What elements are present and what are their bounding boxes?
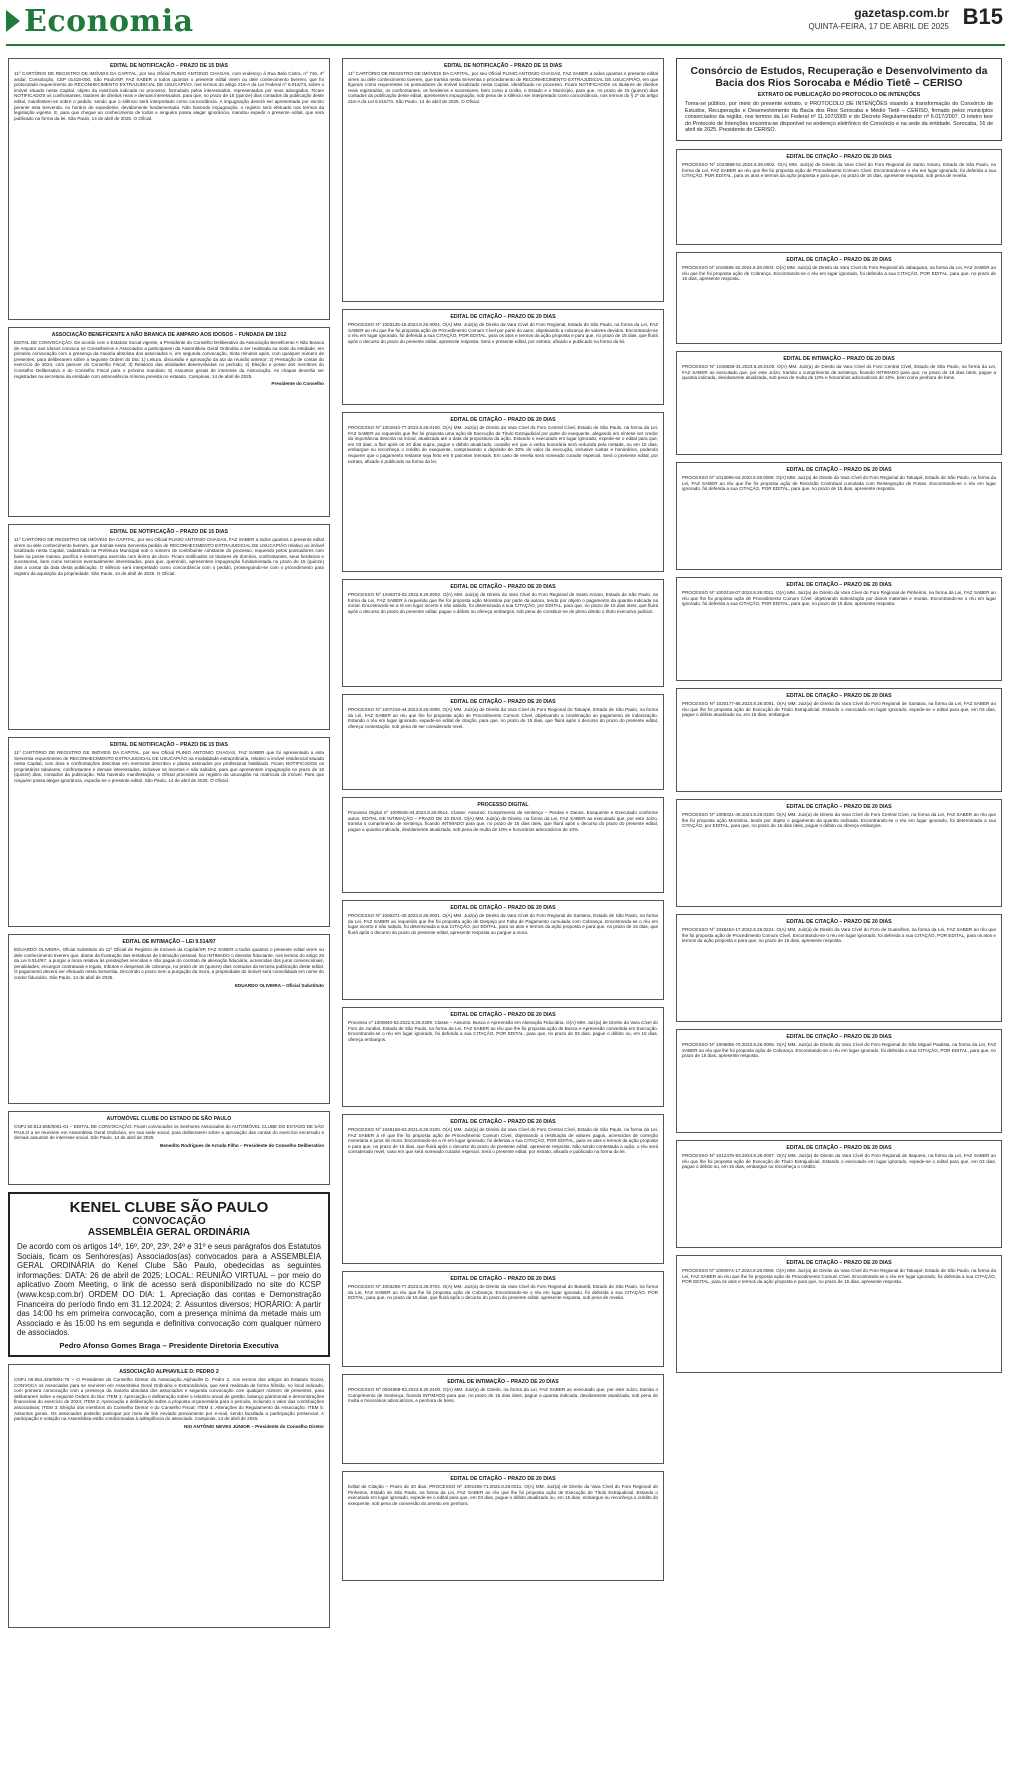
notice-title: EDITAL DE CITAÇÃO – PRAZO DE 20 DIAS	[450, 314, 556, 320]
notice-title: ASSOCIAÇÃO BENEFICENTE A NÃO BRANCA DE AMPARO AOS IDOSOS – FUNDADA EM 1912	[51, 332, 287, 338]
legal-notice	[342, 1374, 664, 1464]
legal-notice	[676, 351, 1002, 455]
notice-body: 11º CARTÓRIO DE REGISTRO DE IMÓVEIS DA CAPITAL, por seu Oficial PLINIO ANTONIO CHAGAS, FAZ SABER que foi apresentado a esta Serventia requerimento de RECONHECIMENTO EXTRAJUDICIAL DE USUCAPIÃO na modalidade extraordinária, relativo a imóvel residencial situado nesta Capital, com área e confrontações descritas em memorial descritivo e planta assinados por profissional habilitado. Ficam NOTIFICADOS os proprietários tabulares, confrontantes e demais interessados, inclusive os incertos e não sabidos, para que apresentem impugnação no prazo de 15 (quinze) dias, contados da publicação. Não havendo manifestação, o Oficial procederá ao registro da usucapião na matrícula do imóvel. Para que ninguém possa alegar ignorância, expediu-se o presente edital. São Paulo, 14 de abril de 2025. O Oficial.	[14, 750, 324, 783]
notice-title: EDITAL DE CITAÇÃO – PRAZO DE 20 DIAS	[786, 256, 892, 263]
consorcio-body: Torna-se público, por meio do presente extrato, o PROTOCOLO DE INTENÇÕES visando a transformação do Consórcio de Estudos, Recuperação e Desenvolvimento da Bacia dos Rios Sorocaba e Médio Tietê – CERISO, firmado pelos municípios consorciados da região, nos termos da Lei Federal nº 11.107/2005 e do Decreto Regulamentador nº 6.017/2007. O inteiro teor do Protocolo de Intenções encontra-se disponível no endereço eletrônico do Consórcio e na sede da entidade. Sorocaba, 16 de abril de 2025. Presidente do CERISO.	[685, 101, 993, 134]
notice-body: Edital de Citação – Prazo de 20 dias. PROCESSO Nº 1001455-71.2022.8.26.0011. O(A) MM. Juiz(a) de Direito da Vara Cível do Foro Regional de Pinheiros, Estado de São Paulo, na forma da Lei, FAZ SABER ao réu que lhe foi proposta ação de Execução de Título Extrajudicial. Estando o executado em lugar ignorado, expede-se o edital para que, em 03 dias, pague o débito atualizado ou, em 15 dias, embargue ou reconheça o crédito do exequente, sob pena de conversão do arresto em penhora.	[348, 1484, 658, 1506]
notice-body: PROCESSO Nº 1000974-17.2024.8.26.0008. O(A) MM. Juiz(a) de Direito da Vara Cível do Foro Regional do Tatuapé, Estado de São Paulo, na forma da Lei, FAZ SABER ao réu que lhe foi proposta ação de Procedimento Comum Cível. Encontrando-se o réu em lugar ignorado, foi deferida a sua CITAÇÃO, POR EDITAL, para os atos e termos da ação proposta e para que, no prazo de 15 dias, apresente resposta.	[682, 1267, 996, 1285]
notice-body: 11º CARTÓRIO DE REGISTRO DE IMÓVEIS DA CAPITAL, por seu Oficial PLINIO ANTONIO CHAGAS, com endereço à Rua Bela Cintra, nº 746, 4º andar, Consolação, CEP 01415-000, São Paulo/SP, FAZ SABER a todos quantos o presente edital virem ou dele conhecimento tiverem, que foi protocolado requerimento de RECONHECIMENTO EXTRAJUDICIAL DE USUCAPIÃO, nos termos do artigo 216-A da Lei Federal nº 6.015/73, sobre o imóvel situado nesta Capital, objeto da matrícula indicada no processo, formulado pelos interessados, representados por seus advogados. Ficam NOTIFICADOS os confrontantes, titulares de direitos reais e demais interessados, para que, no prazo de 15 (quinze) dias contados da publicação deste edital, manifestem-se sobre o pedido, sendo que o silêncio será interpretado como concordância. A impugnação deverá ser apresentada por escrito perante esta Serventia, no horário de expediente, devidamente fundamentada. Não havendo impugnação, o registro será efetuado nos termos da legislação vigente. E, para que chegue ao conhecimento de todos e ninguém possa alegar ignorância, mandou expedir o presente edital, que será publicado na forma da lei. São Paulo, 14 de abril de 2025. O Oficial.	[14, 71, 324, 121]
consorcio-title: Consórcio de Estudos, Recuperação e Desenvolvimento da Bacia dos Rios Sorocaba e Médio Tietê – CERISO	[690, 65, 988, 89]
legal-notice	[342, 412, 664, 572]
notice-body: PROCESSO Nº 1003125-18.2024.8.26.0004. O(A) MM. Juiz(a) de Direito da Vara Cível do Foro Regional, Estado de São Paulo, na forma da Lei, FAZ SABER ao réu que lhe foi proposta ação de Procedimento Comum Cível por parte do autor, objetivando a cobrança de valores devidos. Encontrando-se o réu em lugar ignorado, foi deferida a sua CITAÇÃO, POR EDITAL, para os atos e termos da ação proposta e para que, no prazo de 15 dias, que fluirá após o decurso do prazo do presente edital, apresente resposta. Será o presente edital, por extrato, afixado e publicado na forma da lei.	[348, 322, 658, 344]
site-url[interactable]: gazetasp.com.br	[854, 6, 949, 20]
alphaville-body: CNPJ 09.554.425/0001-75 – O Presidente do Conselho Diretor da Associação Alphaville D. Pedro 2, nos termos dos artigos do Estatuto Social, CONVOCA os Associados para se reunirem em Assembleia Geral Ordinária e Extraordinária, que será realizada de forma híbrida, no local indicado, com primeira convocação com a presença da maioria absoluta dos associados e segunda convocação com qualquer número de presentes, para deliberarem sobre a seguinte Ordem do Dia: ITEM 1: Apreciação e deliberação sobre o relatório anual de gestão, balanço patrimonial e demonstrações financeiras do exercício de 2024; ITEM 2: Apreciação e deliberação sobre a proposta orçamentária para o período, incluindo o valor das contribuições associativas; ITEM 3: Eleição dos membros do Conselho Diretor e do Conselho Fiscal; ITEM 4: Alterações do Regulamento da Associação; ITEM 5: Assuntos gerais. Os associados poderão participar por meio de link enviado previamente por e-mail, sendo facultada a participação presencial. A participação e votação na Assembleia estão condicionadas à adimplência do associado. Campinas, 14 de abril de 2025.	[14, 1376, 324, 1422]
notice-body: PROCESSO Nº 1003268-77.2023.8.26.0704. O(A) MM. Juiz(a) de Direito da Vara Cível do Foro Regional do Butantã, Estado de São Paulo, na forma da Lei, FAZ SABER ao réu que lhe foi proposta ação de Cobrança. Encontrando-se o réu em lugar ignorado, foi deferida a sua CITAÇÃO, POR EDITAL, para que, no prazo de 15 dias, que fluirá após o decurso do prazo do presente edital, apresente resposta, sob pena de revelia.	[348, 1284, 658, 1301]
notice-title: EDITAL DE CITAÇÃO – PRAZO DE 20 DIAS	[450, 699, 556, 705]
notice-title: EDITAL DE CITAÇÃO – PRAZO DE 20 DIAS	[450, 1119, 556, 1125]
legal-notice	[676, 799, 1002, 907]
section-title: Economia	[24, 4, 194, 39]
legal-notice	[342, 797, 664, 893]
notice-title: EDITAL DE CITAÇÃO – PRAZO DE 20 DIAS	[450, 417, 556, 423]
notice-title: EDITAL DE CITAÇÃO – PRAZO DE 20 DIAS	[786, 1144, 892, 1151]
consorcio-notice	[676, 58, 1002, 141]
legal-notice	[676, 1255, 1002, 1373]
legal-notice	[676, 252, 1002, 344]
publication-date: QUINTA-FEIRA, 17 DE ABRIL DE 2025	[808, 22, 949, 31]
column-right	[676, 58, 1002, 1380]
legal-notice	[676, 1140, 1002, 1248]
legal-notice	[8, 1111, 330, 1185]
kenel-subtitle: CONVOCAÇÃO	[132, 1216, 206, 1227]
notice-body: PROCESSO Nº 1038454-17.2022.8.26.0224. O(A) MM. Juiz(a) de Direito da Vara Cível do Foro de Guarulhos, na forma da Lei, FAZ SABER ao réu que lhe foi proposta ação de Procedimento Comum Cível. Encontrando-se o réu em lugar ignorado, foi deferida a sua CITAÇÃO, POR EDITAL, para os atos e termos da ação proposta e para que, no prazo de 15 dias, apresente resposta.	[682, 926, 996, 944]
column-middle	[342, 58, 664, 1588]
legal-notice	[342, 579, 664, 687]
alphaville-signature: NIO ANTÔNIO NEVES JÚNIOR – Presidente do Conselho Diretor	[184, 1423, 324, 1429]
section-chevron-icon	[6, 10, 20, 32]
notice-signature: Benedito Rodrigues de Arruda Filho – Presidente do Conselho Deliberativo	[160, 1142, 324, 1148]
notice-title: EDITAL DE CITAÇÃO – PRAZO DE 20 DIAS	[786, 918, 892, 925]
notice-title: EDITAL DE NOTIFICAÇÃO – PRAZO DE 15 DIAS	[444, 63, 562, 69]
notice-title: EDITAL DE CITAÇÃO – PRAZO DE 20 DIAS	[786, 153, 892, 160]
legal-notice	[8, 737, 330, 927]
notice-body: PROCESSO Nº 1008855-70.2023.8.26.0005. O(A) MM. Juiz(a) de Direito da Vara Cível do Foro Regional de São Miguel Paulista, na forma da Lei, FAZ SABER ao réu que lhe foi proposta ação de Cobrança. Encontrando-se o réu em lugar ignorado, foi deferida a sua CITAÇÃO, POR EDITAL, para que, no prazo de 15 dias, apresente resposta.	[682, 1041, 996, 1059]
notice-body: 11º CARTÓRIO DE REGISTRO DE IMÓVEIS DA CAPITAL, por seu Oficial PLINIO ANTONIO CHAGAS, FAZ SABER a todos quantos o presente edital virem ou dele conhecimento tiverem, que tramita nesta Serventia o procedimento de RECONHECIMENTO EXTRAJUDICIAL DE USUCAPIÃO, em que figuram como requerentes os possuidores do imóvel localizado nesta Capital, identificado no processo. Ficam NOTIFICADOS os titulares de direitos reais registrados, os confrontantes, os herdeiros e sucessores, bem como a União, o Estado e o Município, para que, no prazo de 15 (quinze) dias contados da publicação deste edital, apresentem impugnação, sob pena de o silêncio ser interpretado como concordância, nos termos do § 2º do artigo 216-A da Lei 6.015/73. São Paulo, 14 de abril de 2025. O Oficial.	[348, 71, 658, 104]
notice-body: Processo nº 1000840-53.2022.8.26.0309. Classe – Assunto: Busca e Apreensão em Alienação Fiduciária. O(A) MM. Juiz(a) de Direito da Vara Cível do Foro de Jundiaí, Estado de São Paulo, na forma da Lei, FAZ SABER ao réu que lhe foi proposta ação de Busca e Apreensão convertida em Execução. Encontrando-se o réu em lugar ignorado, foi deferida a sua CITAÇÃO, POR EDITAL, para que, no prazo de 03 dias, pague o débito ou, em 15 dias, ofereça embargos.	[348, 1020, 658, 1042]
legal-notice	[676, 688, 1002, 792]
notice-title: EDITAL DE NOTIFICAÇÃO – PRAZO DE 15 DIAS	[110, 63, 228, 69]
notice-body: PROCESSO Nº 1013095-64.2023.8.26.0008. O(A) MM. Juiz(a) de Direito da Vara Cível do Foro Regional do Tatuapé, Estado de São Paulo, na forma da Lei, FAZ SABER ao réu que lhe foi proposta ação de Rescisão Contratual cumulada com Reintegração de Posse. Encontrando-se o réu em lugar ignorado, foi deferida a sua CITAÇÃO, POR EDITAL, para que, no prazo de 15 dias, apresente resposta.	[682, 474, 996, 492]
kenel-signature: Pedro Afonso Gomes Braga – Presidente Diretoria Executiva	[59, 1340, 279, 1350]
legal-notice	[342, 1007, 664, 1107]
legal-notice	[676, 462, 1002, 570]
legal-notice	[342, 1114, 664, 1264]
legal-notice	[676, 149, 1002, 245]
consorcio-subtitle: EXTRATO DE PUBLICAÇÃO DO PROTOCOLO DE INTENÇÕES	[757, 92, 921, 98]
notice-signature: Presidente do Conselho	[271, 381, 324, 387]
notice-title: EDITAL DE CITAÇÃO – PRAZO DE 20 DIAS	[450, 1476, 556, 1482]
notice-body: PROCESSO Nº 1001843-77.2023.8.26.0100. O(A) MM. Juiz(a) de Direito da Vara Cível do Foro Central Cível, Estado de São Paulo, na forma da Lei, FAZ SABER ao requerido que lhe foi proposta uma ação de Execução de Título Extrajudicial por parte do exequente, alegando em síntese ser credor da importância descrita na inicial, atualizada até a data da propositura da ação. Estando o executado em lugar ignorado, expede-se o edital para que, em 03 dias, a fluir após os 20 dias supra, pague o débito atualizado, ocasião em que a verba honorária será reduzida pela metade, ou em 15 dias, embargue ou reconheça o crédito do exequente, comprovando o depósito de 30% do valor da execução, inclusive custas e honorários, podendo requerer que o pagamento restante seja feito em 6 parcelas mensais. Em caso de revelia será nomeado curador especial. Será o presente edital, por extrato, afixado e publicado na forma da lei.	[348, 425, 658, 464]
notice-body: PROCESSO Nº 1005371-40.2023.8.26.0001. O(A) MM. Juiz(a) de Direito da Vara Cível do Foro Regional de Santana, Estado de São Paulo, na forma da Lei, FAZ SABER ao requerido que lhe foi proposta ação de Despejo por Falta de Pagamento cumulada com Cobrança. Encontrando-se o réu em lugar incerto e não sabido, foi determinada a sua CITAÇÃO, por EDITAL, para os atos e termos da ação proposta e para que, no prazo de 15 dias, que fluirá após o decurso do prazo do presente edital, apresente resposta ou purgue a mora.	[348, 913, 658, 935]
masthead	[0, 0, 1011, 46]
notice-title: EDITAL DE CITAÇÃO – PRAZO DE 20 DIAS	[786, 1259, 892, 1266]
notice-body: 11º CARTÓRIO DE REGISTRO DE IMÓVEIS DA CAPITAL, por seu Oficial PLINIO ANTONIO CHAGAS, FAZ SABER a todos quantos o presente edital virem ou dele conhecimento tiverem, que tramita nesta Serventia pedido de RECONHECIMENTO EXTRAJUDICIAL DE USUCAPIÃO relativo ao imóvel localizado nesta Capital, cadastrado na Prefeitura Municipal sob o número de contribuinte constante do processo, requerido pelos possuidores com base na posse mansa, pacífica e ininterrupta exercida com ânimo de dono. Ficam notificados os titulares de domínio, confrontantes, seus herdeiros e sucessores, bem como terceiros eventualmente interessados, para que, querendo, apresentem impugnação fundamentada no prazo de 15 (quinze) dias a contar da data desta publicação. O silêncio será interpretado como concordância com o pedido, prosseguindo-se com o procedimento para registro da aquisição da propriedade. São Paulo, 14 de abril de 2025. O Oficial.	[14, 537, 324, 576]
notice-body: PROCESSO Nº 1016585-32.2024.8.26.0003. O(A) MM. Juiz(a) de Direito da Vara Cível do Foro Regional do Jabaquara, na forma da Lei, FAZ SABER ao réu que lhe foi proposta ação de Cobrança. Encontrando-se o réu em lugar ignorado, foi deferida a sua CITAÇÃO, POR EDITAL, para que, no prazo de 15 dias, apresente resposta.	[682, 264, 996, 282]
notice-title: EDITAL DE CITAÇÃO – PRAZO DE 20 DIAS	[450, 905, 556, 911]
notice-title: EDITAL DE NOTIFICAÇÃO – PRAZO DE 15 DIAS	[110, 742, 228, 748]
alphaville-title: ASSOCIAÇÃO ALPHAVILLE D. PEDRO 2	[119, 1368, 219, 1375]
page-number: B15	[962, 4, 1003, 29]
legal-notice	[8, 327, 330, 517]
notice-body: CNPJ 60.513.655/0001-01 – EDITAL DE CONVOCAÇÃO. Ficam convocados os Senhores Associados do AUTOMÓVEL CLUBE DO ESTADO DE SÃO PAULO a se reunirem em Assembleia Geral Ordinária, em sua sede social, para deliberarem sobre a aprovação das contas do exercício encerrado e demais assuntos de interesse social. São Paulo, 14 de abril de 2025.	[14, 1124, 324, 1141]
header-rule	[6, 44, 1005, 46]
notice-body: PROCESSO Nº 1002418-07.2024.8.26.0011. O(A) MM. Juiz(a) de Direito da Vara Cível do Foro Regional de Pinheiros, na forma da Lei, FAZ SABER ao réu que lhe foi proposta ação de Procedimento Comum Cível, objetivando indenização por danos materiais e morais. Encontrando-se o réu em lugar ignorado, foi deferida a sua CITAÇÃO, POR EDITAL, para que, no prazo de 15 dias, apresente resposta.	[682, 589, 996, 607]
notice-body: PROCESSO Nº 1046838-31.2023.8.26.0100. O(A) MM. Juiz(a) de Direito da Vara Cível do Foro Central Cível, Estado de São Paulo, na forma da Lei, FAZ SABER ao executado que, por este Juízo, tramita o cumprimento de sentença, ficando INTIMADO para que, no prazo de 15 dias úteis, pague a quantia indicada, devidamente atualizada, sob pena de multa de 10% e honorários advocatícios de 10%, bem como penhora de bens.	[682, 363, 996, 381]
kenel-body: De acordo com os artigos 14º, 16º, 20º, 23º, 24º e 31º e seus parágrafos dos Estatutos Sociais, ficam os Senhores(as) Associados(as) convocados para a ASSEMBLÉIA GERAL ORDINÁRIA do Kenel Clube São Paulo, obedecidas as seguintes informações: DATA: 26 de abril de 2025; LOCAL: REUNIÃO VIRTUAL – por meio do aplicativo Zoom Meeting, o link de acesso será disponibilizado no site do KCSP (www.kcsp.com.br) ORDEM DO DIA: 1. Apreciação das contas e Demonstração Financeira do período findo em 31.12.2024; 2. Assuntos diversos; HORÁRIO: A partir das 14:00 hs em primeira convocação, com a presença mínima da metade mais um Associado e às 15:00 hs em segunda e definitiva convocação com qualquer número de associados.	[17, 1242, 321, 1338]
notice-title: EDITAL DE NOTIFICAÇÃO – PRAZO DE 15 DIAS	[110, 529, 228, 535]
notice-title: AUTOMÓVEL CLUBE DO ESTADO DE SÃO PAULO	[106, 1116, 232, 1122]
notice-body: PROCESSO Nº 1007218-44.2023.8.26.0008. O(A) MM. Juiz(a) de Direito da Vara Cível do Foro Regional do Tatuapé, Estado de São Paulo, na forma da Lei, FAZ SABER ao réu que lhe foi proposta ação de Procedimento Comum Cível, objetivando a condenação ao pagamento de indenização. Estando o réu em lugar ignorado, expede-se edital de citação, para que, no prazo de 15 dias, que fluirá após o decurso do prazo do presente edital, ofereça contestação, sob pena de ser considerado revel.	[348, 707, 658, 729]
legal-notice	[342, 309, 664, 405]
notice-body: PROCESSO Nº 1020177-85.2023.8.26.0001. O(A) MM. Juiz(a) de Direito da Vara Cível do Foro Regional de Santana, na forma da Lei, FAZ SABER ao réu que lhe foi proposta ação de Execução de Título Extrajudicial. Estando o executado em lugar ignorado, expede-se o edital para que, em 03 dias, pague o débito atualizado ou, em 15 dias, embargue.	[682, 700, 996, 718]
notice-title: EDITAL DE INTIMAÇÃO – PRAZO DE 20 DIAS	[447, 1379, 559, 1385]
notice-title: PROCESSO DIGITAL	[477, 802, 529, 808]
notice-body: EDUARDO OLIVEIRA, Oficial Substituto do 11º Oficial de Registro de Imóveis da Capital/SP, FAZ SABER a todos quantos o presente edital virem ou dele conhecimento tiverem que, diante da frustração das tentativas de intimação pessoal, fica INTIMADO o devedor fiduciante, nos termos do artigo 26 da Lei 9.514/97, a purgar a mora relativa às prestações vencidas e não pagas do contrato de alienação fiduciária, acrescidas dos juros convencionais, penalidades, encargos contratuais e legais, tributos e despesas de cobrança, no prazo de 15 (quinze) dias contados da terceira publicação deste edital. O pagamento deverá ser efetuado nesta Serventia. Decorrido o prazo sem a purgação da mora, a propriedade do imóvel será consolidada em nome do credor fiduciário. São Paulo, 14 de abril de 2025.	[14, 947, 324, 980]
legal-notice	[342, 58, 664, 302]
column-left	[8, 58, 330, 1635]
notice-title: EDITAL DE CITAÇÃO – PRAZO DE 20 DIAS	[786, 803, 892, 810]
kenel-clube-notice	[8, 1192, 330, 1357]
notice-title: EDITAL DE CITAÇÃO – PRAZO DE 20 DIAS	[786, 466, 892, 473]
kenel-title: KENEL CLUBE SÃO PAULO	[69, 1199, 269, 1216]
notice-body: PROCESSO Nº 1023898-51.2024.8.26.0002. O(A) MM. Juiz(a) de Direito da Vara Cível do Foro Regional de Santo Amaro, Estado de São Paulo, na forma da Lei, FAZ SABER ao réu que lhe foi proposta ação de Procedimento Comum Cível. Encontrando-se o réu em lugar ignorado, foi deferida a sua CITAÇÃO, POR EDITAL, para os atos e termos da ação proposta e para que, no prazo de 15 dias, apresente resposta, sob pena de revelia.	[682, 161, 996, 179]
legal-notice	[8, 58, 330, 320]
legal-notice	[8, 524, 330, 730]
notice-title: EDITAL DE CITAÇÃO – PRAZO DE 20 DIAS	[450, 1012, 556, 1018]
notice-title: EDITAL DE INTIMAÇÃO – LEI 9.514/97	[122, 939, 216, 945]
notice-title: EDITAL DE CITAÇÃO – PRAZO DE 20 DIAS	[786, 581, 892, 588]
kenel-subtitle2: ASSEMBLÉIA GERAL ORDINÁRIA	[87, 1227, 251, 1238]
legal-notice	[342, 900, 664, 1000]
legal-notice	[342, 694, 664, 790]
notice-title: EDITAL DE CITAÇÃO – PRAZO DE 20 DIAS	[450, 1276, 556, 1282]
notice-body: EDITAL DE CONVOCAÇÃO. De acordo com o Estatuto Social vigente, a Presidente do Conselho Deliberativo da Associação Beneficente A Não Branca de Amparo aos Idosos convoca os Conselheiros e Associados a participarem da Assembleia Geral Ordinária a ser realizada na sede da entidade, em primeira convocação com a presença da maioria absoluta dos associados e, em segunda convocação, trinta minutos após, com qualquer número de presentes, para deliberarem sobre a seguinte Ordem do Dia: 1) Leitura, discussão e aprovação da ata da reunião anterior; 2) Prestação de contas do exercício de 2024, com parecer do Conselho Fiscal; 3) Relatório das atividades desenvolvidas no período; 4) Eleição e posse dos membros do Conselho Deliberativo e do Conselho Fiscal para o próximo mandato; 5) Assuntos gerais de interesse da Associação. As chapas deverão ser registradas na secretaria da entidade com antecedência mínima prevista no estatuto. Campinas, 14 de abril de 2025.	[14, 340, 324, 379]
notice-body: PROCESSO Nº 0004889-82.2023.8.26.0100. O(A) MM. Juiz(a) de Direito, na forma da Lei, FAZ SABER ao executado que, por este Juízo, tramita o Cumprimento de Sentença, ficando INTIMADO para que, no prazo de 15 dias úteis, pague a quantia indicada, devidamente atualizada, sob pena de multa e honorários advocatícios, e penhora de bens.	[348, 1387, 658, 1404]
legal-notice	[342, 1471, 664, 1581]
legal-notice	[342, 1271, 664, 1367]
alphaville-notice	[8, 1364, 330, 1628]
notice-title: EDITAL DE CITAÇÃO – PRAZO DE 20 DIAS	[786, 692, 892, 699]
legal-notice	[676, 577, 1002, 681]
notice-body: PROCESSO Nº 1049373-02.2022.8.26.0002. O(A) MM. Juiz(a) de Direito da Vara Cível do Foro Regional de Santo Amaro, Estado de São Paulo, na forma da Lei, FAZ SABER à requerida que lhe foi proposta ação Monitória por parte da autora, tendo por objeto o pagamento da quantia indicada na inicial. Encontrando-se a ré em lugar incerto e não sabido, foi determinada a sua CITAÇÃO, por EDITAL, para que, no prazo de 15 dias úteis, que fluirá após o decurso do prazo do presente edital, pague o débito ou ofereça embargos, sob pena de constituir-se de pleno direito o título executivo judicial.	[348, 592, 658, 614]
notice-body: Processo Digital nº 1000845-44.2024.8.26.0514. Classe: Assunto: Cumprimento de sentença – Perdas e Danos. Exequente e Executado conforme autos. EDITAL DE INTIMAÇÃO – PRAZO DE 20 DIAS. O(A) MM. Juiz(a) de Direito, na forma da Lei, FAZ SABER ao executado que, por este Juízo, tramita o cumprimento de sentença, ficando INTIMADO para que, no prazo de 15 dias úteis, que fluirá após o decurso do prazo do presente edital, pague a quantia indicada, devidamente atualizada, sob pena de multa de 10% e honorários advocatícios de 10%.	[348, 810, 658, 832]
notice-signature: EDUARDO OLIVEIRA – Oficial Substituto	[234, 982, 324, 988]
legal-notice	[8, 934, 330, 1104]
notice-body: PROCESSO Nº 1049158-63.2021.8.26.0100. O(A) MM. Juiz(a) de Direito da Vara Cível do Foro Central Cível, Estado de São Paulo, na forma da Lei, FAZ SABER à ré que lhe foi proposta ação de Procedimento Comum Cível, objetivando a restituição de valores pagos, acrescidos de correção monetária e juros de mora. Encontrando-se a ré em lugar ignorado, foi deferida a sua CITAÇÃO, POR EDITAL, para os atos e termos da ação proposta e para que, no prazo de 15 dias, que fluirá após o decurso do prazo do presente edital, apresente resposta. Não sendo contestada a ação, o réu será considerado revel, caso em que será nomeado curador especial. Será o presente edital, por extrato, afixado e publicado na forma da lei.	[348, 1127, 658, 1155]
notice-title: EDITAL DE CITAÇÃO – PRAZO DE 20 DIAS	[786, 1033, 892, 1040]
notice-body: PROCESSO Nº 1009321-48.2024.8.26.0100. O(A) MM. Juiz(a) de Direito da Vara Cível do Foro Central Cível, na forma da Lei, FAZ SABER ao réu que lhe foi proposta ação Monitória, tendo por objeto o pagamento da quantia indicada. Encontrando-se o réu em lugar ignorado, foi determinada a sua CITAÇÃO, por EDITAL, para que, no prazo de 15 dias úteis, pague o débito ou ofereça embargos.	[682, 811, 996, 829]
legal-notice	[676, 1029, 1002, 1133]
notice-title: EDITAL DE INTIMAÇÃO – PRAZO DE 20 DIAS	[783, 355, 895, 362]
legal-notice	[676, 914, 1002, 1022]
notice-title: EDITAL DE CITAÇÃO – PRAZO DE 20 DIAS	[450, 584, 556, 590]
notice-body: PROCESSO Nº 1012476-93.2024.8.26.0007. O(A) MM. Juiz(a) de Direito da Vara Cível do Foro Regional de Itaquera, na forma da Lei, FAZ SABER ao réu que lhe foi proposta ação de Execução de Título Extrajudicial. Estando o executado em lugar ignorado, expede-se o edital para que, em 03 dias, pague o débito ou, em 15 dias, embargue ou reconheça o crédito.	[682, 1152, 996, 1170]
